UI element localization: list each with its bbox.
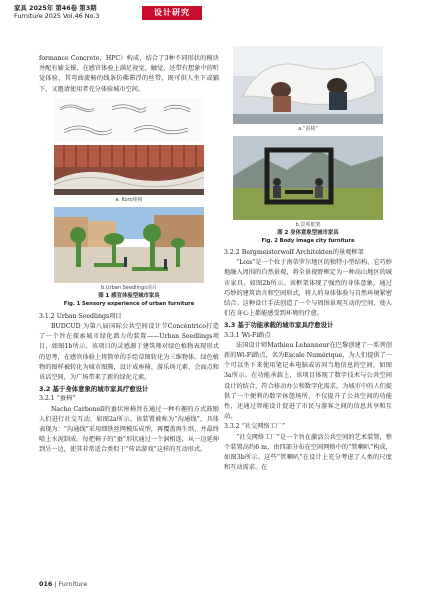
page-number: 016 <box>39 580 53 588</box>
left-column <box>39 54 219 456</box>
paragraph-social-network: “社交网络工厂”是一个旨在激活公共空间的艺术装置，整个装置高约6 m，由四部分布在空间网格中的“管喇叭”构成，如图3b所示。这些“管喇叭”在设计上充分考虑了人类的尺度和互动需求。在 <box>224 433 392 472</box>
paragraph-wifi: 法国设计师Mathieu Lehanneur在巴黎创建了一系列创新的Wi-Fi路点，名为Escale Numérique，为人们提供了一个可以坐下来使用笔记本电脑或访问当地信息的空间，如图3a所示。在功能承载上，该项目体现了数字技术与公共空间设计的结合，符合移动办公和数字化需求，为城市中的人们提供了一个便利的数字休憩场所，不仅提升了公共空间的功能性，还通过智能设计促进了市民与游客之间的信息共享和互动。 <box>224 341 392 421</box>
figure-1a-caption: a. Koro座椅 <box>115 196 143 203</box>
figure-2a-caption: a.“蚕椅” <box>298 126 318 132</box>
heading-3-2: 3.2 基于身体意象的城市家具疗愈设计 <box>39 385 149 394</box>
figure-1-title-en: Fig. 1 Sensory experience of urban furniture <box>63 300 195 307</box>
heading-3-3: 3.3 基于功能承载的城市家具疗愈设计 <box>224 321 334 330</box>
page-footer <box>39 580 87 588</box>
footer-separator: | <box>54 580 59 588</box>
silkworm-chair-photo <box>233 46 383 124</box>
figure-2-title: 图 2 身体意象型城市家具 <box>277 230 339 236</box>
heading-3-2-2: 3.2.2 Bergmeisterwolf Architekten的景观框架 <box>224 249 364 256</box>
urban-seedlings-photo <box>54 207 204 283</box>
footer-journal: Furniture <box>58 580 88 588</box>
figure-1-title: 图 1 感官体验型城市家具 <box>98 292 160 299</box>
heading-3-3-2: 3.3.2 “社交网络工厂” <box>224 423 286 431</box>
paragraph-lois: “Lois”是一个位于南蒂罗尔地区的独特小型结构，它巧妙地融入周围的自然景观，将全景视野框定为一种高山地区的城市家具，如图2b所示。该框架体现了强烈的身体意象，通过巧妙的建筑语言和空间形式，将人的身体体验与自然环境紧密结合。这种设计手法创造了一个与周围景观互动的空间，使人们在身心上都能感受到环境的疗愈。 <box>224 259 392 318</box>
journal-issue-cn: 家具 2025年 第46卷 第3期 <box>14 4 97 12</box>
landscape-frame-photo <box>233 136 383 220</box>
paragraph-hpc: formance Concrete，HPC）构成，结合了3种不同形状的模块并配有辅支撑，在感官体验上满足视觉、触觉，还带有想象中的听觉体验，其弯曲流畅的线条仿佛滞浮的丝带，既可供人坐下或躺下，又邀请使用者充分体验城市空间。 <box>39 55 219 93</box>
paragraph-silkworm-chair: Nacho Carbonell的蚕状座椅旨在通过一种有趣的方式鼓励人们进行社交互动，如图2a所示。该装置被称为“沟通线”，具体表现为：“沟通线”采用细铁丝网模压成型，再覆盖再生纸，并最终喷上水泥制成。每把椅子的“蚕”形状通过一个洞相连，从一边延伸到另一边，使其非常适合类似于“传话游戏”这样的互动形式。 <box>39 405 219 454</box>
figure-2a-photo <box>233 46 383 124</box>
figure-2b-caption: b.景观框架 <box>295 222 321 228</box>
right-column <box>224 46 392 473</box>
paragraph-urban-seedlings: BUDCUD 为第八届国际公共空间设计节Concéntrico打造了一个旨在探索城市绿化潜力的装置——Urban Seedlings项目，如图1b所示。该项目的灵感源于建筑师对绿色植物表现形式的思考，在感官体验上将简单的手绘草图转化为三维物体。绿色植物的图样被转化为城市图腾，设计成座椅、游乐场元素、会面点和该话空间，为广场带来了新的绿化元素。 <box>39 323 219 382</box>
koro-bench-drawings-image <box>54 98 204 142</box>
journal-header <box>14 4 414 40</box>
koro-bench-photo <box>54 145 204 195</box>
figure-2-title-en: Fig. 2 Body image city furniture <box>261 238 355 244</box>
journal-issue-en: Furniture 2025 Vol.46 No.3 <box>14 12 100 20</box>
section-badge: 设计研究 <box>142 6 202 20</box>
heading-3-2-1: 3.2.1 “蚕椅” <box>39 395 76 403</box>
figure-1a-image <box>54 98 204 142</box>
figure-2b-photo <box>233 136 383 220</box>
figure-1b-caption: b.Urban Seedlings项目 <box>101 284 157 291</box>
heading-3-1-2: 3.1.2 Urban Seedlings项目 <box>39 312 122 320</box>
figure-1a-photo <box>54 145 204 195</box>
heading-3-3-1: 3.3.1 Wi-Fi路点 <box>224 331 271 339</box>
figure-1b-photo <box>54 207 204 283</box>
